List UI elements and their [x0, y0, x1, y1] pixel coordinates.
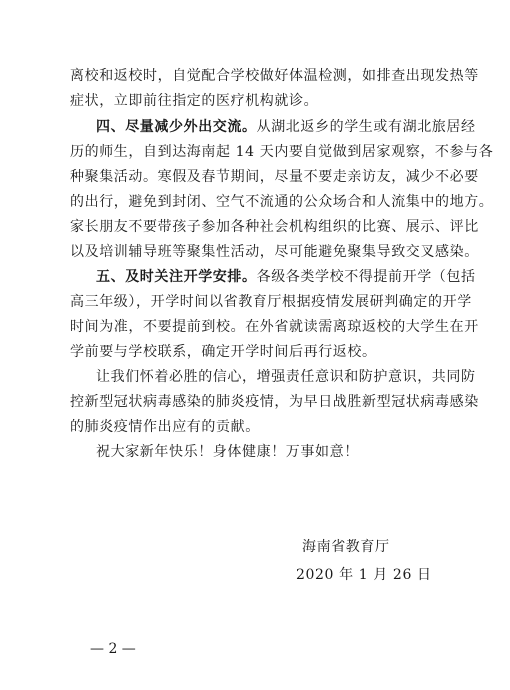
- body-line: 高三年级），开学时间以省教育厅根据疫情发展研判确定的开学: [70, 294, 472, 310]
- body-line: 症状，立即前往指定的医疗机构就诊。: [70, 93, 319, 109]
- section-five-first-line: [96, 268, 476, 286]
- body-line: 以及培训辅导班等聚集性活动，尽可能避免聚集导致交叉感染。: [70, 244, 479, 260]
- section-four-first-line: [96, 118, 476, 136]
- body-line: 的出行，避免到封闭、空气不流通的公众场合和人流集中的地方。: [70, 194, 494, 210]
- page-number: — 2 —: [90, 641, 136, 657]
- body-line: 学前要与学校联系，确定开学时间后再行返校。: [70, 344, 377, 360]
- body-line: 家长朋友不要带孩子参加各种社会机构组织的比赛、展示、评比: [70, 219, 479, 235]
- body-line: 历的师生，自到达海南起 14 天内要自觉做到居家观察，不参与各: [70, 144, 494, 160]
- body-line: 让我们怀着必胜的信心，增强责任意识和防护意识，共同防: [96, 369, 476, 385]
- section-four-heading: 四、尽量减少外出交流。: [96, 119, 257, 135]
- section-five-text: 各级各类学校不得提前开学（包括: [256, 269, 476, 285]
- body-line: 控新型冠状病毒感染的肺炎疫情，为早日战胜新型冠状病毒感染: [70, 394, 479, 410]
- section-five-heading: 五、及时关注开学安排。: [96, 269, 257, 285]
- body-line: 时间为准，不要提前到校。在外省就读需离琼返校的大学生在开: [70, 319, 479, 335]
- body-line: 的肺炎疫情作出应有的贡献。: [70, 419, 260, 435]
- section-four-text: 从湖北返乡的学生或有湖北旅居经: [256, 119, 476, 135]
- issuer-name: 海南省教育厅: [302, 539, 390, 555]
- body-line: 离校和返校时，自觉配合学校做好体温检测，如排查出现发热等: [70, 68, 479, 84]
- issue-date: 2020 年 1 月 26 日: [296, 567, 432, 583]
- body-line: 种聚集活动。寒假及春节期间，尽量不要走亲访友，减少不必要: [70, 169, 479, 185]
- greeting-line: 祝大家新年快乐！身体健康！万事如意！: [96, 444, 359, 460]
